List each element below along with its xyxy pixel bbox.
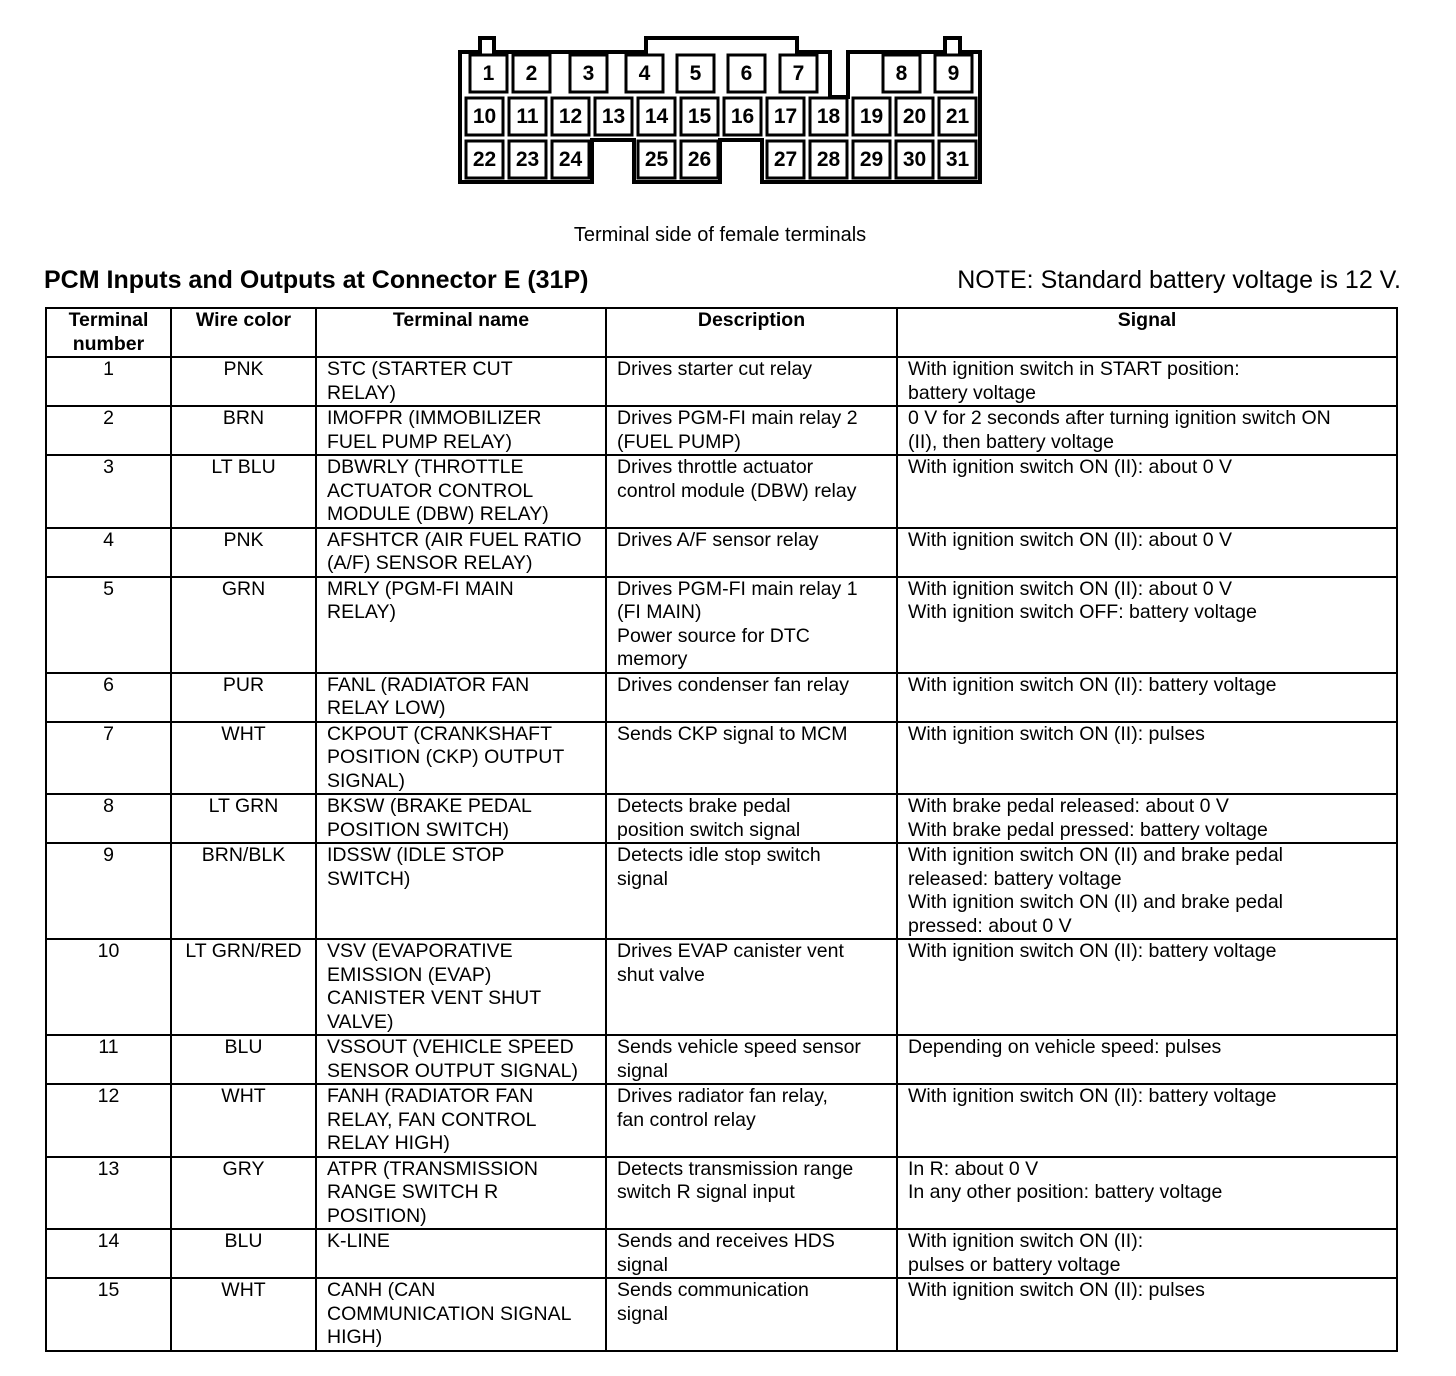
table-row [46, 577, 1397, 673]
terminal-name-cell [316, 357, 606, 406]
wire-color-cell: BLU [171, 1229, 316, 1278]
description-cell-line: memory [617, 648, 688, 670]
wire-color-cell: BLU [171, 1035, 316, 1084]
header-signal: Signal [897, 308, 1397, 357]
terminal-name-cell [316, 939, 606, 1035]
terminal-name-cell-line: RANGE SWITCH R [327, 1181, 499, 1203]
description-cell-line: (FUEL PUMP) [617, 430, 741, 453]
table-row [46, 673, 1397, 722]
description-cell [606, 794, 897, 843]
signal-cell-line: With ignition switch ON (II): about 0 V [908, 528, 1233, 551]
terminal-label: 27 [773, 148, 798, 171]
terminal-label: 14 [644, 105, 669, 128]
table-row [46, 722, 1397, 795]
description-cell-line: Detects transmission range [617, 1157, 854, 1180]
terminal-name-cell-line: COMMUNICATION SIGNAL [327, 1302, 572, 1325]
terminal-name-cell [316, 1278, 606, 1351]
table-row [46, 1035, 1397, 1084]
signal-cell-line: With ignition switch ON (II): [908, 1230, 1144, 1252]
header-wire-color: Wire color [171, 308, 316, 357]
description-cell [606, 1084, 897, 1157]
description-cell [606, 406, 897, 455]
terminal-name-cell-line: VSV (EVAPORATIVE [327, 940, 513, 962]
signal-cell-line: With ignition switch ON (II) and brake pedal [908, 844, 1283, 866]
diagram-caption: Terminal side of female terminals [573, 224, 867, 246]
wire-color-cell: LT BLU [171, 455, 316, 528]
terminal-name-cell-line: RELAY, FAN CONTROL [327, 1108, 537, 1131]
description-cell-line: Drives EVAP canister vent [617, 940, 844, 962]
terminal-name-cell-line: SENSOR OUTPUT SIGNAL) [327, 1059, 579, 1082]
terminal-name-cell-line: VSSOUT (VEHICLE SPEED [327, 1036, 574, 1058]
terminal-label: 5 [689, 62, 702, 85]
terminal-name-cell [316, 1229, 606, 1278]
terminal-label: 4 [638, 62, 651, 85]
terminal-number-cell: 4 [46, 528, 171, 577]
table-header-row [46, 308, 1397, 357]
terminal-name-cell [316, 406, 606, 455]
terminal-name-cell [316, 1084, 606, 1157]
terminal-label: 8 [895, 62, 908, 85]
description-cell-line: position switch signal [617, 818, 801, 841]
terminal-name-cell-line: SWITCH) [327, 867, 411, 890]
terminal-label: 19 [859, 105, 884, 128]
table-row [46, 455, 1397, 528]
page-title: PCM Inputs and Outputs at Connector E (31P) [44, 266, 589, 294]
wire-color-cell: GRY [171, 1157, 316, 1230]
signal-cell-line: With ignition switch ON (II): battery voltage [908, 1085, 1277, 1107]
signal-cell [897, 1278, 1397, 1351]
wire-color-cell: LT GRN [171, 794, 316, 843]
terminal-number-cell: 10 [46, 939, 171, 1035]
description-cell-line: shut valve [617, 963, 705, 986]
terminal-label: 29 [859, 148, 884, 171]
table-row [46, 357, 1397, 406]
terminal-label: 3 [582, 62, 595, 85]
signal-cell [897, 939, 1397, 1035]
signal-cell-line: pressed: about 0 V [908, 914, 1072, 937]
wire-color-cell: PUR [171, 673, 316, 722]
signal-cell [897, 794, 1397, 843]
terminal-number-cell: 8 [46, 794, 171, 843]
description-cell [606, 722, 897, 795]
terminal-label: 20 [902, 105, 927, 128]
signal-cell-line: With ignition switch ON (II): pulses [908, 722, 1205, 745]
terminal-name-cell-line: RELAY HIGH) [327, 1132, 450, 1154]
wire-color-cell: PNK [171, 528, 316, 577]
terminal-name-cell-line: POSITION (CKP) OUTPUT [327, 746, 565, 768]
terminal-name-cell-line: SIGNAL) [327, 769, 406, 792]
terminal-number-cell: 15 [46, 1278, 171, 1351]
description-cell-line: Drives PGM-FI main relay 2 [617, 407, 858, 429]
signal-cell-line: With ignition switch ON (II): battery voltage [908, 940, 1277, 962]
signal-cell-line: With ignition switch ON (II): pulses [908, 1279, 1205, 1301]
terminal-name-cell-line: (A/F) SENSOR RELAY) [327, 552, 533, 574]
description-cell [606, 843, 897, 939]
header-description: Description [606, 308, 897, 357]
signal-cell-line: With brake pedal pressed: battery voltage [908, 818, 1268, 841]
signal-cell [897, 1229, 1397, 1278]
table-row [46, 794, 1397, 843]
connector-diagram [0, 0, 1456, 200]
description-cell-line: Sends communication [617, 1279, 809, 1301]
description-cell-line: signal [617, 1253, 668, 1276]
terminal-label: 6 [740, 62, 753, 85]
description-cell-line: control module (DBW) relay [617, 479, 857, 502]
description-cell [606, 1278, 897, 1351]
signal-cell-line: With ignition switch ON (II): about 0 V [908, 456, 1233, 478]
signal-cell [897, 455, 1397, 528]
description-cell-line: switch R signal input [617, 1181, 795, 1203]
terminal-label: 25 [644, 148, 669, 171]
signal-cell [897, 673, 1397, 722]
signal-cell-line: 0 V for 2 seconds after turning ignition switch ON [908, 407, 1331, 429]
signal-cell-line: released: battery voltage [908, 867, 1122, 890]
wire-color-cell: BRN [171, 406, 316, 455]
terminal-label: 2 [525, 62, 538, 85]
description-cell [606, 1035, 897, 1084]
signal-cell-line: Depending on vehicle speed: pulses [908, 1036, 1222, 1058]
description-cell-line: fan control relay [617, 1108, 756, 1131]
signal-cell-line: With brake pedal released: about 0 V [908, 795, 1229, 817]
terminal-label: 16 [730, 105, 755, 128]
signal-cell-line: With ignition switch OFF: battery voltage [908, 601, 1257, 623]
wire-color-cell: GRN [171, 577, 316, 673]
header-terminal-number: Terminal number [46, 308, 171, 357]
terminal-name-cell-line: RELAY) [327, 601, 396, 623]
signal-cell [897, 1157, 1397, 1230]
terminal-name-cell-line: AFSHTCR (AIR FUEL RATIO [327, 528, 582, 551]
description-cell-line: signal [617, 1302, 668, 1325]
description-cell-line: Drives starter cut relay [617, 358, 813, 380]
description-cell-line: signal [617, 867, 668, 890]
terminal-name-cell [316, 673, 606, 722]
description-cell-line: Drives radiator fan relay, [617, 1085, 828, 1107]
terminal-name-cell-line: DBWRLY (THROTTLE [327, 456, 524, 478]
terminal-name-cell-line: FANL (RADIATOR FAN [327, 673, 530, 696]
terminal-number-cell: 11 [46, 1035, 171, 1084]
terminal-number-cell: 6 [46, 673, 171, 722]
description-cell-line: Drives condenser fan relay [617, 673, 849, 696]
table-row [46, 1278, 1397, 1351]
terminal-number-cell: 9 [46, 843, 171, 939]
terminal-label: 7 [792, 62, 805, 85]
header-terminal-name: Terminal name [316, 308, 606, 357]
terminal-number-cell: 7 [46, 722, 171, 795]
description-cell-line: Power source for DTC [617, 624, 810, 647]
signal-cell-line: pulses or battery voltage [908, 1253, 1121, 1276]
terminal-name-cell-line: MRLY (PGM-FI MAIN [327, 577, 514, 600]
terminal-name-cell [316, 1035, 606, 1084]
terminal-name-cell-line: RELAY) [327, 381, 396, 404]
terminal-number-cell: 14 [46, 1229, 171, 1278]
signal-cell-line: With ignition switch ON (II): about 0 V [908, 577, 1233, 600]
terminal-name-cell [316, 722, 606, 795]
signal-cell-line: In any other position: battery voltage [908, 1181, 1223, 1203]
terminal-name-cell-line: CANISTER VENT SHUT [327, 987, 542, 1009]
description-cell-line: Sends CKP signal to MCM [617, 722, 848, 745]
terminal-name-cell-line: ATPR (TRANSMISSION [327, 1157, 538, 1180]
terminal-name-cell-line: IDSSW (IDLE STOP [327, 844, 505, 866]
terminal-name-cell-line: CKPOUT (CRANKSHAFT [327, 722, 552, 745]
terminal-name-cell-line: ACTUATOR CONTROL [327, 479, 534, 502]
terminal-name-cell [316, 528, 606, 577]
terminal-name-cell-line: CANH (CAN [327, 1279, 436, 1301]
terminal-label: 11 [516, 105, 539, 128]
description-cell [606, 673, 897, 722]
description-cell-line: signal [617, 1059, 668, 1082]
terminal-name-cell-line: BKSW (BRAKE PEDAL [327, 795, 532, 817]
terminal-name-cell-line: STC (STARTER CUT [327, 358, 513, 380]
table-row [46, 528, 1397, 577]
table-body [46, 357, 1397, 1351]
terminal-label: 12 [558, 105, 583, 128]
description-cell-line: Drives PGM-FI main relay 1 [617, 577, 858, 600]
pin-table [45, 307, 1398, 1352]
terminal-number-cell: 1 [46, 357, 171, 406]
terminal-label: 17 [773, 105, 798, 128]
description-cell-line: Detects brake pedal [617, 795, 791, 817]
terminal-number-cell: 2 [46, 406, 171, 455]
description-cell-line: Sends and receives HDS [617, 1230, 835, 1252]
terminal-label: 13 [601, 105, 626, 128]
signal-cell-line: battery voltage [908, 381, 1036, 404]
wire-color-cell: LT GRN/RED [171, 939, 316, 1035]
terminal-number-cell: 5 [46, 577, 171, 673]
table-row [46, 1229, 1397, 1278]
wire-color-cell: WHT [171, 722, 316, 795]
terminal-name-cell [316, 455, 606, 528]
description-cell [606, 455, 897, 528]
table-row [46, 939, 1397, 1035]
signal-cell-line: With ignition switch ON (II) and brake pedal [908, 891, 1283, 913]
wire-color-cell: WHT [171, 1084, 316, 1157]
signal-cell [897, 843, 1397, 939]
signal-cell [897, 722, 1397, 795]
description-cell-line: (FI MAIN) [617, 601, 702, 623]
wire-color-cell: WHT [171, 1278, 316, 1351]
terminal-label: 26 [687, 148, 712, 171]
wire-color-cell: BRN/BLK [171, 843, 316, 939]
signal-cell-line: With ignition switch ON (II): battery voltage [908, 673, 1277, 696]
terminal-label: 31 [945, 148, 970, 171]
description-cell-line: Detects idle stop switch [617, 844, 821, 866]
table-row [46, 1157, 1397, 1230]
terminal-label: 24 [558, 148, 583, 171]
description-cell-line: Drives throttle actuator [617, 456, 814, 478]
terminal-name-cell-line: RELAY LOW) [327, 697, 446, 719]
terminal-label: 22 [472, 148, 497, 171]
terminal-number-cell: 3 [46, 455, 171, 528]
terminal-name-cell-line: FUEL PUMP RELAY) [327, 430, 512, 453]
terminal-name-cell-line: K-LINE [327, 1230, 390, 1252]
voltage-note: NOTE: Standard battery voltage is 12 V. [957, 266, 1401, 294]
terminal-number-cell: 12 [46, 1084, 171, 1157]
signal-cell [897, 577, 1397, 673]
terminal-name-cell-line: POSITION) [327, 1204, 427, 1227]
table-row [46, 406, 1397, 455]
table-row [46, 1084, 1397, 1157]
terminal-label: 18 [816, 105, 841, 128]
terminal-name-cell-line: MODULE (DBW) RELAY) [327, 503, 549, 525]
signal-cell-line: (II), then battery voltage [908, 430, 1114, 453]
terminal-name-cell [316, 843, 606, 939]
terminal-number-cell: 13 [46, 1157, 171, 1230]
terminal-name-cell-line: VALVE) [327, 1010, 394, 1033]
terminal-name-cell-line: IMOFPR (IMMOBILIZER [327, 407, 542, 429]
terminal-label: 10 [472, 105, 497, 128]
terminal-name-cell-line: EMISSION (EVAP) [327, 963, 492, 986]
description-cell [606, 1229, 897, 1278]
terminal-label: 21 [945, 105, 970, 128]
description-cell [606, 577, 897, 673]
description-cell [606, 1157, 897, 1230]
description-cell [606, 939, 897, 1035]
terminal-name-cell-line: POSITION SWITCH) [327, 818, 509, 841]
terminal-name-cell [316, 577, 606, 673]
signal-cell [897, 1084, 1397, 1157]
signal-cell-line: In R: about 0 V [908, 1157, 1039, 1180]
description-cell [606, 357, 897, 406]
signal-cell [897, 357, 1397, 406]
signal-cell [897, 406, 1397, 455]
terminal-label: 1 [482, 62, 495, 85]
signal-cell [897, 528, 1397, 577]
wire-color-cell: PNK [171, 357, 316, 406]
signal-cell-line: With ignition switch in START position: [908, 358, 1240, 380]
description-cell-line: Drives A/F sensor relay [617, 528, 819, 551]
terminal-label: 9 [947, 62, 960, 85]
description-cell-line: Sends vehicle speed sensor [617, 1036, 861, 1058]
signal-cell [897, 1035, 1397, 1084]
terminal-label: 28 [816, 148, 841, 171]
table-row [46, 843, 1397, 939]
description-cell [606, 528, 897, 577]
terminal-name-cell [316, 794, 606, 843]
terminal-name-cell-line: HIGH) [327, 1326, 383, 1348]
terminal-name-cell-line: FANH (RADIATOR FAN [327, 1085, 534, 1107]
terminal-label: 23 [515, 148, 540, 171]
terminal-label: 30 [902, 148, 927, 171]
terminal-name-cell [316, 1157, 606, 1230]
terminal-label: 15 [687, 105, 712, 128]
